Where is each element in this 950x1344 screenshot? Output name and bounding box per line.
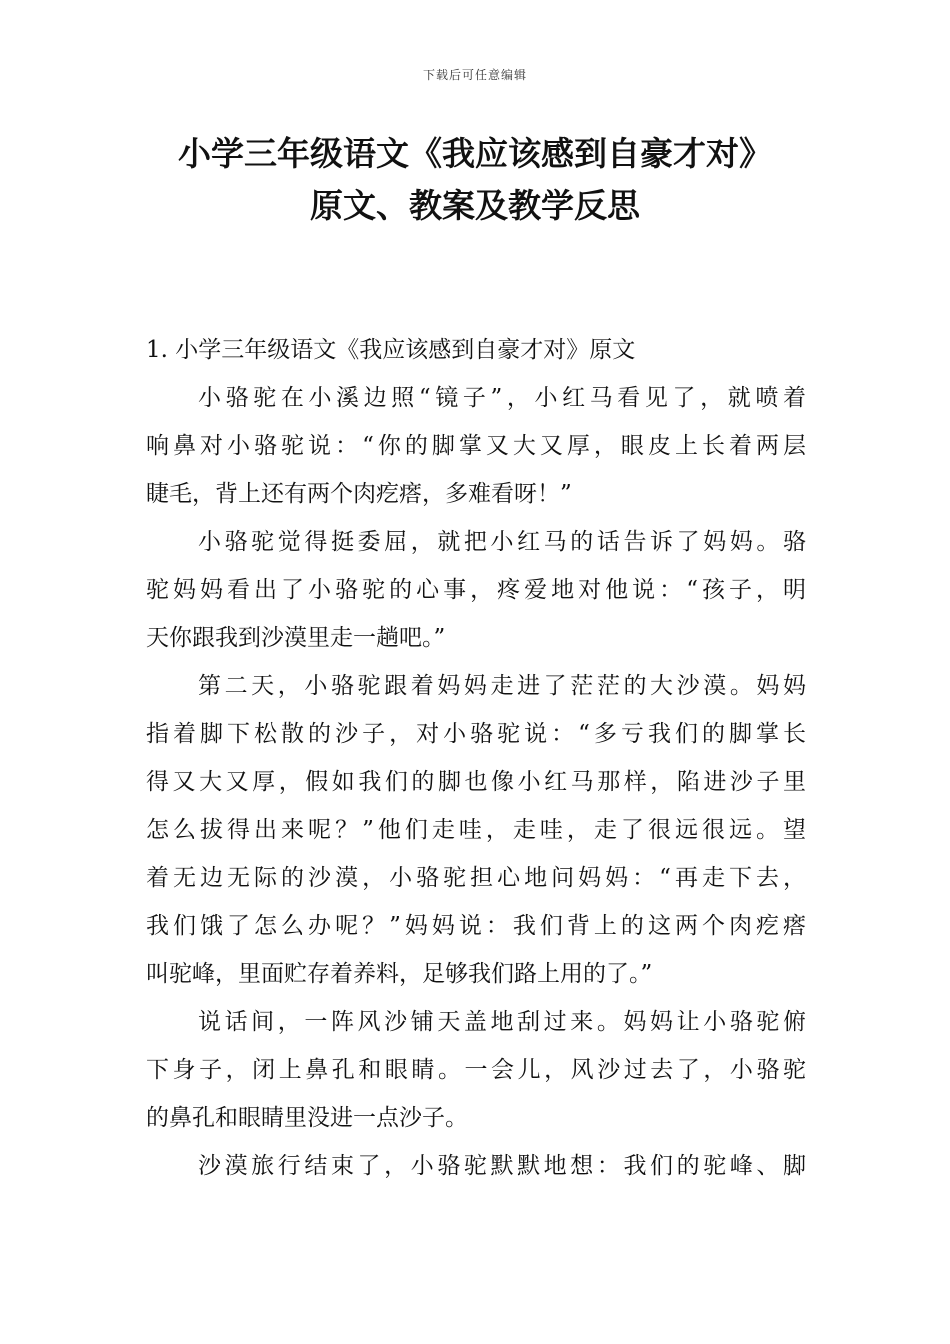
paragraph-line: 响鼻对小骆驼说：“你的脚掌又大又厚，眼皮上长着两层: [146, 433, 806, 459]
section-heading: 1. 小学三年级语文《我应该感到自豪才对》原文: [146, 337, 636, 363]
paragraph-line: 指着脚下松散的沙子，对小骆驼说：“多亏我们的脚掌长: [146, 721, 806, 747]
paragraph-line: 说话间，一阵风沙铺天盖地刮过来。妈妈让小骆驼俯: [198, 1009, 806, 1035]
paragraph-4: [146, 1004, 806, 1148]
paragraph-3: [146, 668, 806, 1004]
paragraph-line: 的鼻孔和眼睛里没进一点沙子。: [146, 1105, 468, 1131]
paragraph-line: 下身子，闭上鼻孔和眼睛。一会儿，风沙过去了，小骆驼: [146, 1057, 806, 1083]
paragraph-line: 小骆驼在小溪边照“镜子”，小红马看见了，就喷着: [198, 385, 806, 411]
paragraph-line: 第二天，小骆驼跟着妈妈走进了茫茫的大沙漠。妈妈: [198, 673, 806, 699]
title-line-2: 原文、教案及教学反思: [310, 186, 640, 225]
header-note: 下载后可任意编辑: [422, 68, 527, 82]
paragraph-line: 我们饿了怎么办呢？”妈妈说：我们背上的这两个肉疙瘩: [146, 913, 806, 939]
paragraph-line: 小骆驼觉得挺委屈，就把小红马的话告诉了妈妈。骆: [198, 529, 806, 555]
paragraph-line: 得又大又厚，假如我们的脚也像小红马那样，陷进沙子里: [146, 769, 806, 795]
paragraph-line: 天你跟我到沙漠里走一趟吧。”: [146, 625, 446, 651]
paragraph-line: 驼妈妈看出了小骆驼的心事，疼爱地对他说：“孩子，明: [146, 577, 806, 603]
paragraph-1: [146, 380, 806, 524]
paragraph-line: 叫驼峰，里面贮存着养料，足够我们路上用的了。”: [146, 961, 653, 987]
title-line-1: 小学三年级语文《我应该感到自豪才对》: [178, 134, 772, 173]
paragraph-line: 睫毛，背上还有两个肉疙瘩，多难看呀！”: [146, 481, 572, 507]
paragraph-line: 怎么拔得出来呢？”他们走哇，走哇，走了很远很远。望: [146, 817, 806, 843]
paragraph-line: 沙漠旅行结束了，小骆驼默默地想：我们的驼峰、脚: [198, 1153, 806, 1179]
paragraph-5: [146, 1148, 806, 1196]
paragraph-2: [146, 524, 806, 668]
body-text: [146, 380, 806, 1196]
paragraph-line: 着无边无际的沙漠，小骆驼担心地问妈妈：“再走下去，: [146, 865, 806, 891]
document-title: [0, 128, 950, 232]
